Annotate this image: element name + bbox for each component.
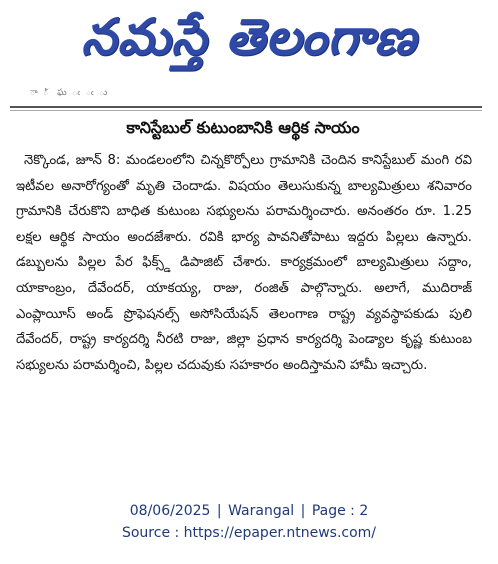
footer-separator: | [216,503,222,519]
top-strip-fragment: ా ్ ఘ ఁ ఁ ు [30,88,111,98]
header-rule [10,106,482,108]
header-rule-thin [10,110,482,111]
newspaper-logo-title: నమస్తే తెలంగాణ [81,7,417,66]
footer-date: 08/06/2025 [129,503,211,519]
footer-meta-line [0,500,498,522]
article-headline: కానిస్టేబుల్ కుటుంబానికి ఆర్థిక సాయం [126,118,360,137]
footer-source: Source : https://epaper.ntnews.com/ [121,525,377,541]
footer-page: Page : 2 [311,503,369,519]
clipping-footer [0,500,498,544]
footer-location: Warangal [228,503,295,519]
masthead [0,0,498,86]
article-body: నెక్కొండ, జూన్ 8: మండలంలోని చిన్నకొర్పోలు గ్రామానికి చెందిన కానిస్టేబుల్ మంగి రవి ఇటీవల అనారోగ్యంతో మృతి చెందాడు. విషయం తెలుసుకున్న బాల్యమిత్రులు శనివారం గ్రామానికి చేరుకొని బాధిత కుటుంబ సభ్యులను పరామర్శించారు. అనంతరం రూ. 1.25 లక్షల ఆర్థిక సాయం అందజేశారు. రవికి భార్య పావనితోపాటు ఇద్దరు పిల్లలు ఉన్నారు. డబ్బులను పిల్లల పేర ఫిక్స్డ్ డిపాజిట్ చేశారు. కార్యక్రమంలో బాల్యమిత్రులు సద్దాం, యాకాంబ్రం, దేవేందర్, యాకయ్య, రాజు, రంజిత్ పాల్గొన్నారు. అలాగే, ముదిరాజ్ ఎంప్లాయీస్ అండ్ ప్రొఫెషనల్స్ అసోసియేషన్ తెలంగాణ రాష్ట్ర వ్యవస్థాపకుడు పులి దేవేందర్, రాష్ట్ర కార్యదర్శి నీరటి రాజు, జిల్లా ప్రధాన కార్యదర్శి పెండ్యాల కృష్ణ కుటుంబ సభ్యులను పరామర్శించి, పిల్లల చదువుకు సహకారం అందిస్తామని హామీ ఇచ్చారు. [16,153,472,373]
footer-separator: | [300,503,306,519]
